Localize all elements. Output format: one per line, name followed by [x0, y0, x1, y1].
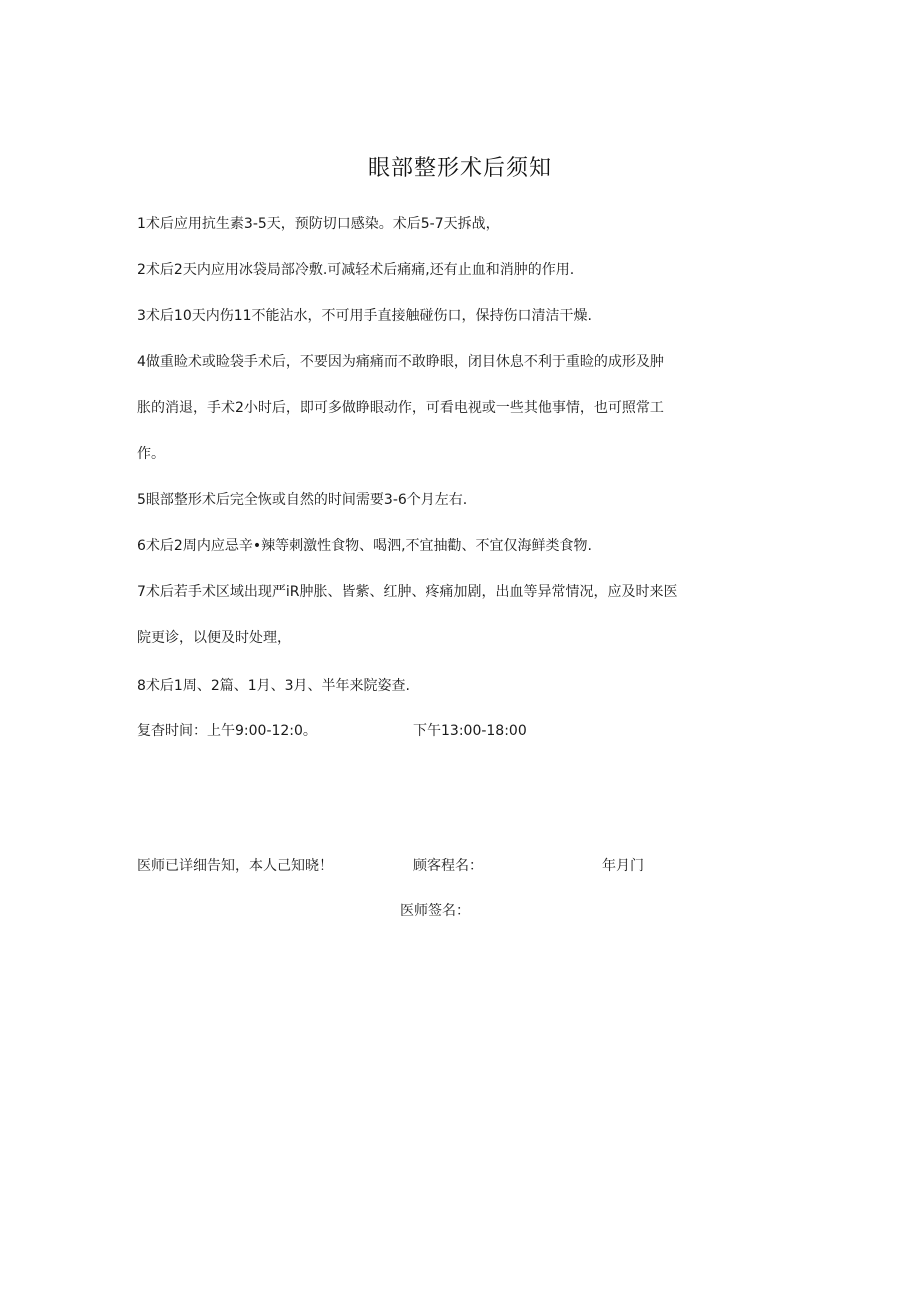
instruction-line-7-cont: 院更诊，以便及时处理， [137, 630, 291, 646]
instruction-line-3: 3术后10天内伤11不能沾水，不可用手直接触碰伤口，保持伤口清洁干燥. [137, 308, 592, 324]
instruction-line-5: 5眼部整形术后完全恢或自然的时间需要3-6个月左右. [137, 492, 468, 508]
instruction-line-8: 8术后1周、2篇、1月、3月、半年来院姿查. [137, 678, 410, 694]
instruction-line-4-cont-2: 作。 [137, 446, 165, 462]
customer-signature-label: 顾客程名： [413, 858, 483, 874]
instruction-line-4-cont-1: 胀的消退，手术2小时后，即可多做睁眼动作，可看电视或一些其他事情，也可照常工 [137, 400, 664, 416]
instruction-line-4: 4做重睑术或睑袋手术后，不要因为痛痛而不敢睁眼，闭目休息不利于重睑的成形及肿 [137, 354, 664, 370]
page-title: 眼部整形术后须知 [367, 156, 552, 181]
instruction-line-6: 6术后2周内应忌辛•辣等刺激性食物、喝泗,不宜抽勸、不宜仅海鲜类食物. [137, 538, 592, 554]
review-hours-afternoon: 下午13:00-18:00 [413, 723, 527, 739]
instruction-line-2: 2术后2天内应用冰袋局部冷敷.可减轻术后痛痛,还有止血和消肿的作用. [137, 262, 575, 278]
date-label: 年月门 [602, 858, 644, 874]
instruction-line-1: 1术后应用抗生素3-5天，预防切口感染。术后5-7天拆战， [137, 216, 500, 232]
acknowledgement-text: 医师已详细告知，本人己知晓！ [137, 858, 333, 874]
instruction-line-7: 7术后若手术区域出现严iR肿胀、皆紫、红肿、疼痛加剧，出血等异常情况，应及时来医 [137, 584, 678, 600]
review-hours-morning: 复杳时间：上午9:00-12:0。 [137, 723, 317, 739]
doctor-signature-label: 医师签名： [400, 903, 470, 919]
